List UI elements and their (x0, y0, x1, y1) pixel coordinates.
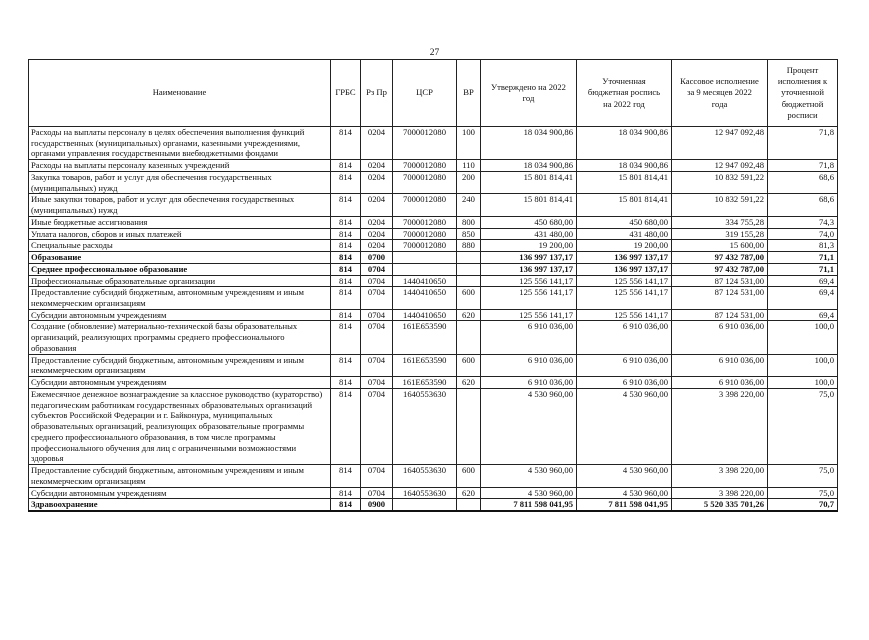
cell-approved: 136 997 137,17 (481, 252, 577, 264)
cell-refined: 4 530 960,00 (577, 465, 672, 487)
cell-percent: 100,0 (768, 354, 838, 376)
cell-approved: 125 556 141,17 (481, 309, 577, 321)
table-header-row (29, 60, 838, 127)
cell-vr: 240 (457, 194, 481, 216)
cell-grbs: 814 (331, 309, 361, 321)
cell-grbs: 814 (331, 275, 361, 287)
cell-approved: 125 556 141,17 (481, 287, 577, 309)
cell-percent: 71,1 (768, 263, 838, 275)
table-row (29, 127, 838, 160)
cell-vr: 620 (457, 309, 481, 321)
cell-csr: 161Е653590 (393, 321, 457, 354)
cell-name: Субсидии автономным учреждениям (29, 487, 331, 499)
cell-csr: 1640553630 (393, 487, 457, 499)
table-row (29, 321, 838, 354)
cell-csr: 7000012080 (393, 240, 457, 252)
cell-csr (393, 499, 457, 511)
cell-approved: 125 556 141,17 (481, 275, 577, 287)
cell-percent: 68,6 (768, 171, 838, 193)
cell-refined: 15 801 814,41 (577, 194, 672, 216)
cell-grbs: 814 (331, 487, 361, 499)
cell-percent: 71,8 (768, 127, 838, 160)
cell-name: Среднее профессиональное образование (29, 263, 331, 275)
cell-cash: 15 600,00 (672, 240, 768, 252)
cell-cash: 12 947 092,48 (672, 127, 768, 160)
cell-vr: 110 (457, 160, 481, 172)
cell-rzpr: 0900 (361, 499, 393, 511)
cell-refined: 4 530 960,00 (577, 487, 672, 499)
table-row (29, 160, 838, 172)
cell-csr: 1440410650 (393, 287, 457, 309)
cell-approved: 4 530 960,00 (481, 388, 577, 464)
cell-cash: 10 832 591,22 (672, 171, 768, 193)
cell-rzpr: 0204 (361, 160, 393, 172)
cell-cash: 3 398 220,00 (672, 487, 768, 499)
cell-rzpr: 0204 (361, 216, 393, 228)
cell-vr: 200 (457, 171, 481, 193)
header-cash: Кассовое исполнение за 9 месяцев 2022 года (672, 60, 768, 127)
cell-cash: 12 947 092,48 (672, 160, 768, 172)
cell-name: Специальные расходы (29, 240, 331, 252)
cell-name: Иные закупки товаров, работ и услуг для обеспечения государственных (муниципальных) нужд (29, 194, 331, 216)
cell-name: Иные бюджетные ассигнования (29, 216, 331, 228)
cell-name: Уплата налогов, сборов и иных платежей (29, 228, 331, 240)
cell-csr: 161Е653590 (393, 377, 457, 389)
cell-name: Закупка товаров, работ и услуг для обеспечения государственных (муниципальных) нужд (29, 171, 331, 193)
cell-approved: 18 034 900,86 (481, 127, 577, 160)
cell-approved: 15 801 814,41 (481, 194, 577, 216)
cell-percent: 75,0 (768, 487, 838, 499)
cell-approved: 4 530 960,00 (481, 487, 577, 499)
cell-csr: 7000012080 (393, 228, 457, 240)
cell-refined: 450 680,00 (577, 216, 672, 228)
header-refined: Уточненная бюджетная роспись на 2022 год (577, 60, 672, 127)
cell-refined: 4 530 960,00 (577, 388, 672, 464)
cell-rzpr: 0700 (361, 252, 393, 264)
cell-rzpr: 0704 (361, 275, 393, 287)
cell-refined: 431 480,00 (577, 228, 672, 240)
cell-csr: 7000012080 (393, 171, 457, 193)
cell-grbs: 814 (331, 377, 361, 389)
cell-approved: 6 910 036,00 (481, 377, 577, 389)
cell-name: Расходы на выплаты персоналу казенных учреждений (29, 160, 331, 172)
cell-vr: 620 (457, 487, 481, 499)
cell-csr: 7000012080 (393, 127, 457, 160)
cell-vr (457, 275, 481, 287)
cell-refined: 7 811 598 041,95 (577, 499, 672, 511)
cell-refined: 6 910 036,00 (577, 321, 672, 354)
cell-vr: 850 (457, 228, 481, 240)
cell-cash: 3 398 220,00 (672, 465, 768, 487)
cell-name: Расходы на выплаты персоналу в целях обеспечения выполнения функций государственных (муниципальных) органами, казенными учреждениями, органами управления государственными внебюджетными фондами (29, 127, 331, 160)
cell-percent: 68,6 (768, 194, 838, 216)
cell-rzpr: 0704 (361, 321, 393, 354)
cell-percent: 100,0 (768, 321, 838, 354)
cell-vr: 100 (457, 127, 481, 160)
cell-approved: 4 530 960,00 (481, 465, 577, 487)
cell-refined: 136 997 137,17 (577, 263, 672, 275)
cell-cash: 6 910 036,00 (672, 321, 768, 354)
budget-table (28, 59, 838, 512)
cell-vr: 600 (457, 354, 481, 376)
cell-grbs: 814 (331, 321, 361, 354)
cell-cash: 319 155,28 (672, 228, 768, 240)
cell-percent: 74,3 (768, 216, 838, 228)
cell-vr: 880 (457, 240, 481, 252)
cell-rzpr: 0704 (361, 354, 393, 376)
cell-percent: 75,0 (768, 388, 838, 464)
table-row (29, 287, 838, 309)
cell-cash: 6 910 036,00 (672, 377, 768, 389)
cell-percent: 70,7 (768, 499, 838, 511)
cell-csr: 7000012080 (393, 216, 457, 228)
cell-refined: 18 034 900,86 (577, 160, 672, 172)
cell-refined: 125 556 141,17 (577, 275, 672, 287)
cell-grbs: 814 (331, 228, 361, 240)
header-name: Наименование (29, 60, 331, 127)
cell-percent: 100,0 (768, 377, 838, 389)
cell-grbs: 814 (331, 194, 361, 216)
cell-grbs: 814 (331, 171, 361, 193)
table-row (29, 377, 838, 389)
cell-approved: 15 801 814,41 (481, 171, 577, 193)
cell-percent: 69,4 (768, 309, 838, 321)
cell-grbs: 814 (331, 127, 361, 160)
cell-csr (393, 263, 457, 275)
cell-approved: 431 480,00 (481, 228, 577, 240)
table-row (29, 228, 838, 240)
cell-vr: 620 (457, 377, 481, 389)
cell-rzpr: 0204 (361, 240, 393, 252)
cell-refined: 19 200,00 (577, 240, 672, 252)
cell-rzpr: 0204 (361, 194, 393, 216)
cell-grbs: 814 (331, 287, 361, 309)
cell-vr: 600 (457, 465, 481, 487)
cell-percent: 69,4 (768, 275, 838, 287)
header-csr: ЦСР (393, 60, 457, 127)
cell-cash: 87 124 531,00 (672, 287, 768, 309)
cell-percent: 75,0 (768, 465, 838, 487)
header-rzpr: Рз Пр (361, 60, 393, 127)
cell-approved: 450 680,00 (481, 216, 577, 228)
cell-grbs: 814 (331, 160, 361, 172)
cell-approved: 18 034 900,86 (481, 160, 577, 172)
cell-percent: 81,3 (768, 240, 838, 252)
table-row (29, 309, 838, 321)
cell-approved: 19 200,00 (481, 240, 577, 252)
cell-percent: 71,1 (768, 252, 838, 264)
cell-csr: 161Е653590 (393, 354, 457, 376)
cell-grbs: 814 (331, 499, 361, 511)
cell-name: Субсидии автономным учреждениям (29, 309, 331, 321)
cell-vr (457, 252, 481, 264)
cell-csr: 7000012080 (393, 160, 457, 172)
cell-cash: 97 432 787,00 (672, 263, 768, 275)
cell-rzpr: 0204 (361, 228, 393, 240)
cell-vr: 800 (457, 216, 481, 228)
cell-refined: 125 556 141,17 (577, 309, 672, 321)
cell-approved: 136 997 137,17 (481, 263, 577, 275)
cell-cash: 97 432 787,00 (672, 252, 768, 264)
cell-cash: 334 755,28 (672, 216, 768, 228)
cell-name: Ежемесячное денежное вознаграждение за классное руководство (кураторство) педагогическим работникам государственных образовательных организаций субъектов Российской Федерации и г. Байконура, муниципальных образовательных организаций, реализующих образовательные программы среднего профессионального образования, в том числе программы профессионального обучения для лиц с ограниченными возможностями здоровья (29, 388, 331, 464)
cell-cash: 6 910 036,00 (672, 354, 768, 376)
cell-grbs: 814 (331, 263, 361, 275)
cell-rzpr: 0704 (361, 309, 393, 321)
cell-rzpr: 0704 (361, 287, 393, 309)
cell-name: Предоставление субсидий бюджетным, автономным учреждениям и иным некоммерческим организациям (29, 354, 331, 376)
header-percent: Процент исполнения к уточненной бюджетной росписи (768, 60, 838, 127)
cell-vr (457, 321, 481, 354)
table-row (29, 487, 838, 499)
table-row (29, 252, 838, 264)
cell-refined: 6 910 036,00 (577, 377, 672, 389)
table-row (29, 388, 838, 464)
cell-rzpr: 0204 (361, 171, 393, 193)
table-row (29, 354, 838, 376)
table-row (29, 499, 838, 511)
cell-grbs: 814 (331, 216, 361, 228)
cell-refined: 18 034 900,86 (577, 127, 672, 160)
table-row (29, 465, 838, 487)
cell-name: Предоставление субсидий бюджетным, автономным учреждениям и иным некоммерческим организациям (29, 465, 331, 487)
cell-percent: 74,0 (768, 228, 838, 240)
cell-refined: 15 801 814,41 (577, 171, 672, 193)
cell-rzpr: 0704 (361, 377, 393, 389)
cell-cash: 87 124 531,00 (672, 275, 768, 287)
cell-csr (393, 252, 457, 264)
cell-rzpr: 0704 (361, 465, 393, 487)
cell-vr: 600 (457, 287, 481, 309)
cell-cash: 5 520 335 701,26 (672, 499, 768, 511)
table-row (29, 263, 838, 275)
cell-vr (457, 263, 481, 275)
cell-cash: 10 832 591,22 (672, 194, 768, 216)
cell-name: Субсидии автономным учреждениям (29, 377, 331, 389)
cell-approved: 6 910 036,00 (481, 354, 577, 376)
cell-cash: 3 398 220,00 (672, 388, 768, 464)
cell-rzpr: 0204 (361, 127, 393, 160)
cell-grbs: 814 (331, 465, 361, 487)
cell-name: Здравоохранение (29, 499, 331, 511)
cell-vr (457, 388, 481, 464)
cell-csr: 7000012080 (393, 194, 457, 216)
cell-name: Профессиональные образовательные организации (29, 275, 331, 287)
cell-rzpr: 0704 (361, 263, 393, 275)
cell-csr: 1440410650 (393, 309, 457, 321)
table-row (29, 275, 838, 287)
cell-cash: 87 124 531,00 (672, 309, 768, 321)
cell-grbs: 814 (331, 388, 361, 464)
table-row (29, 194, 838, 216)
table-row (29, 240, 838, 252)
cell-grbs: 814 (331, 354, 361, 376)
cell-vr (457, 499, 481, 511)
cell-grbs: 814 (331, 240, 361, 252)
table-row (29, 171, 838, 193)
page-number: 27 (429, 48, 440, 58)
cell-percent: 71,8 (768, 160, 838, 172)
cell-name: Предоставление субсидий бюджетным, автономным учреждениям и иным некоммерческим организациям (29, 287, 331, 309)
cell-csr: 1640553630 (393, 388, 457, 464)
cell-approved: 6 910 036,00 (481, 321, 577, 354)
cell-grbs: 814 (331, 252, 361, 264)
cell-refined: 6 910 036,00 (577, 354, 672, 376)
header-grbs: ГРБС (331, 60, 361, 127)
cell-approved: 7 811 598 041,95 (481, 499, 577, 511)
cell-name: Образование (29, 252, 331, 264)
cell-percent: 69,4 (768, 287, 838, 309)
table-row (29, 216, 838, 228)
cell-refined: 136 997 137,17 (577, 252, 672, 264)
cell-csr: 1640553630 (393, 465, 457, 487)
cell-rzpr: 0704 (361, 487, 393, 499)
cell-refined: 125 556 141,17 (577, 287, 672, 309)
header-approved: Утверждено на 2022 год (481, 60, 577, 127)
header-vr: ВР (457, 60, 481, 127)
cell-csr: 1440410650 (393, 275, 457, 287)
cell-name: Создание (обновление) материально-технической базы образовательных организаций, реализующих программы среднего профессионального образования (29, 321, 331, 354)
cell-rzpr: 0704 (361, 388, 393, 464)
